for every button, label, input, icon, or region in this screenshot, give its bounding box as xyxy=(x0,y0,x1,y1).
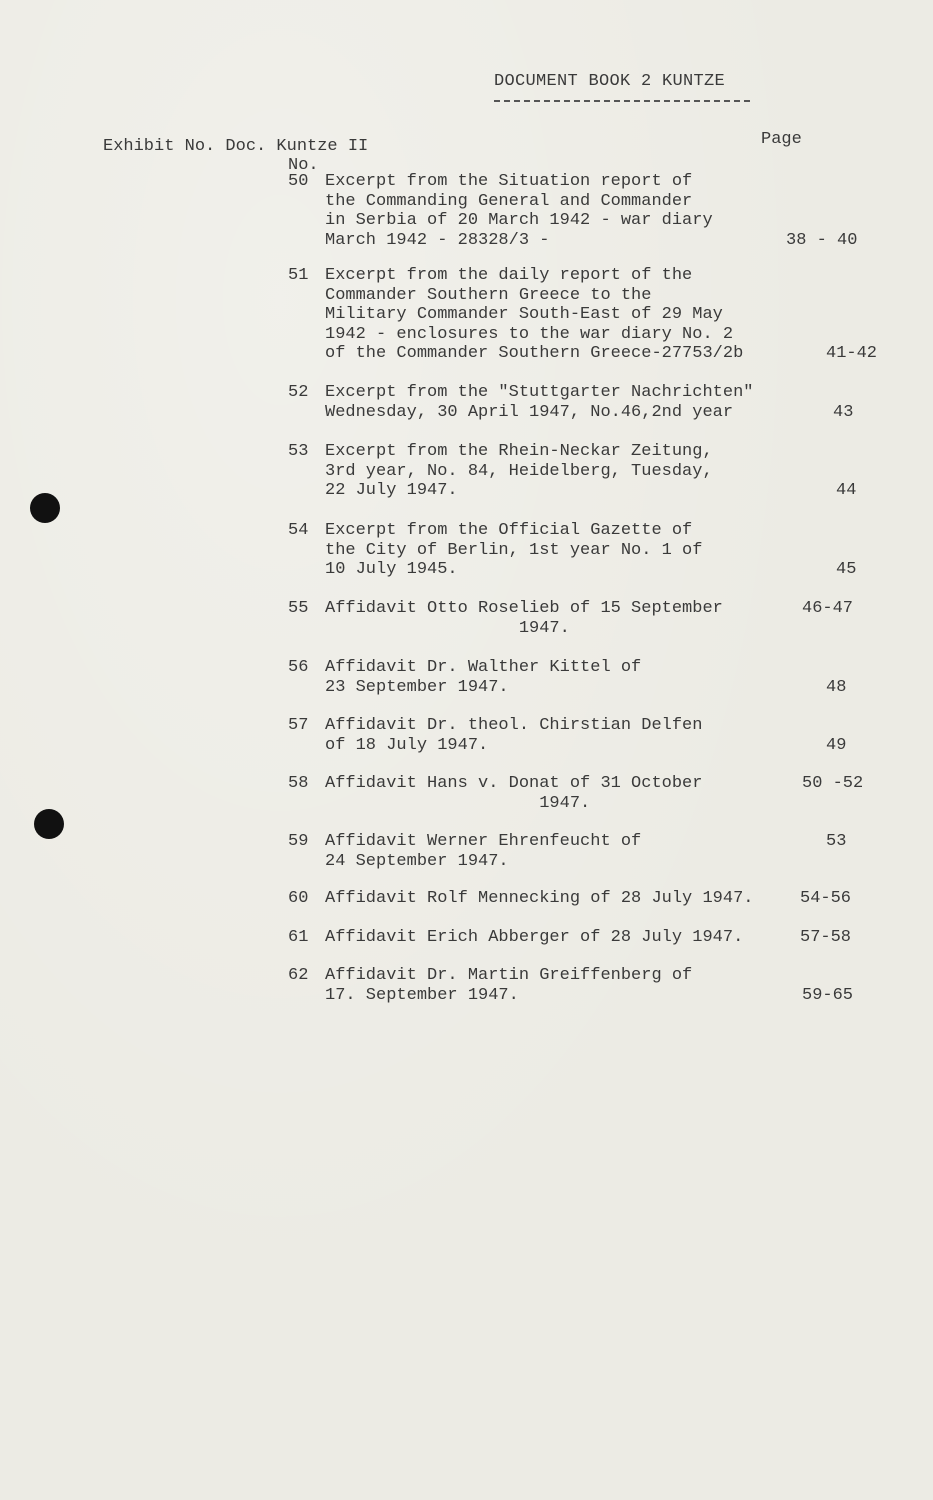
description-line: Affidavit Dr. Martin Greiffenberg of xyxy=(325,966,693,985)
exhibit-number: 51 xyxy=(288,266,309,285)
description-line: in Serbia of 20 March 1942 - war diary xyxy=(325,211,713,230)
description-line: Military Commander South-East of 29 May xyxy=(325,305,723,324)
description-line: the City of Berlin, 1st year No. 1 of xyxy=(325,540,703,560)
description-line: 17. September 1947. xyxy=(325,985,519,1005)
punch-hole-lower xyxy=(34,809,64,839)
exhibit-description xyxy=(325,716,702,755)
exhibit-number: 61 xyxy=(288,928,309,947)
exhibit-number: 53 xyxy=(288,442,309,461)
exhibit-description xyxy=(325,966,692,1005)
description-line: Affidavit Otto Roselieb of 15 September xyxy=(325,599,723,618)
exhibit-column-header: Exhibit No. Doc. Kuntze II xyxy=(103,137,369,156)
exhibit-number: 56 xyxy=(288,658,309,677)
page-column-header: Page xyxy=(761,130,802,149)
exhibit-description xyxy=(325,172,713,250)
exhibit-number: 55 xyxy=(288,599,309,618)
document-title: DOCUMENT BOOK 2 KUNTZE xyxy=(494,72,726,91)
description-line: Excerpt from the Situation report of xyxy=(325,172,693,191)
exhibit-description xyxy=(325,599,723,638)
exhibit-number: 60 xyxy=(288,889,309,908)
exhibit-description xyxy=(325,832,641,871)
no-column-header: No. xyxy=(288,156,319,175)
description-line: 24 September 1947. xyxy=(325,851,509,871)
description-line: Excerpt from the Rhein-Neckar Zeitung, xyxy=(325,442,713,461)
description-line: of the Commander Southern Greece-27753/2b xyxy=(325,344,744,363)
page-range: 38 - 40 xyxy=(786,230,858,250)
description-line: 1942 - enclosures to the war diary No. 2 xyxy=(325,324,734,344)
exhibit-number: 57 xyxy=(288,716,309,735)
description-line: the Commanding General and Commander xyxy=(325,191,693,211)
exhibit-number: 54 xyxy=(288,521,309,540)
page-range: 45 xyxy=(836,560,857,579)
exhibit-description xyxy=(325,774,702,813)
page-range: 44 xyxy=(836,481,857,500)
description-line: 1947. xyxy=(325,618,570,638)
description-line: Commander Southern Greece to the xyxy=(325,285,652,305)
page-range: 43 xyxy=(833,402,854,422)
exhibit-description xyxy=(325,521,702,580)
exhibit-number: 52 xyxy=(288,383,309,402)
description-line: Affidavit Rolf Mennecking of 28 July 1947. xyxy=(325,889,754,908)
exhibit-number: 59 xyxy=(288,832,309,851)
punch-hole-upper xyxy=(30,493,60,523)
description-line: Excerpt from the Official Gazette of xyxy=(325,521,693,540)
page-range: 49 xyxy=(826,735,847,755)
description-line: Affidavit Hans v. Donat of 31 October xyxy=(325,774,703,793)
description-line: Affidavit Dr. Walther Kittel of xyxy=(325,658,642,677)
exhibit-description xyxy=(325,266,743,364)
exhibit-number: 62 xyxy=(288,966,309,985)
page-range: 50 -52 xyxy=(802,774,864,793)
description-line: of 18 July 1947. xyxy=(325,735,489,755)
description-line: Excerpt from the daily report of the xyxy=(325,266,693,285)
page-range: 54-56 xyxy=(800,889,852,908)
exhibit-description xyxy=(325,928,743,948)
exhibit-description xyxy=(325,889,753,909)
description-line: 3rd year, No. 84, Heidelberg, Tuesday, xyxy=(325,461,713,481)
description-line: March 1942 - 28328/3 - xyxy=(325,230,550,250)
description-line: 23 September 1947. xyxy=(325,677,509,697)
description-line: Wednesday, 30 April 1947, No.46,2nd year xyxy=(325,402,734,422)
description-line: 1947. xyxy=(325,793,591,813)
description-line: Affidavit Erich Abberger of 28 July 1947. xyxy=(325,928,744,947)
exhibit-number: 50 xyxy=(288,172,309,191)
title-underline xyxy=(494,100,750,102)
description-line: Excerpt from the "Stuttgarter Nachrichten" xyxy=(325,383,754,402)
description-line: 22 July 1947. xyxy=(325,481,458,500)
description-line: 10 July 1945. xyxy=(325,560,458,579)
page-range: 46-47 xyxy=(802,599,854,618)
page-range: 57-58 xyxy=(800,928,852,947)
page-range: 41-42 xyxy=(826,344,878,363)
page-range: 53 xyxy=(826,832,847,851)
exhibit-description xyxy=(325,658,641,697)
page-range: 48 xyxy=(826,677,847,697)
exhibit-description xyxy=(325,442,713,501)
page-range: 59-65 xyxy=(802,985,854,1005)
description-line: Affidavit Werner Ehrenfeucht of xyxy=(325,832,642,851)
exhibit-number: 58 xyxy=(288,774,309,793)
description-line: Affidavit Dr. theol. Chirstian Delfen xyxy=(325,716,703,735)
exhibit-description xyxy=(325,383,753,422)
